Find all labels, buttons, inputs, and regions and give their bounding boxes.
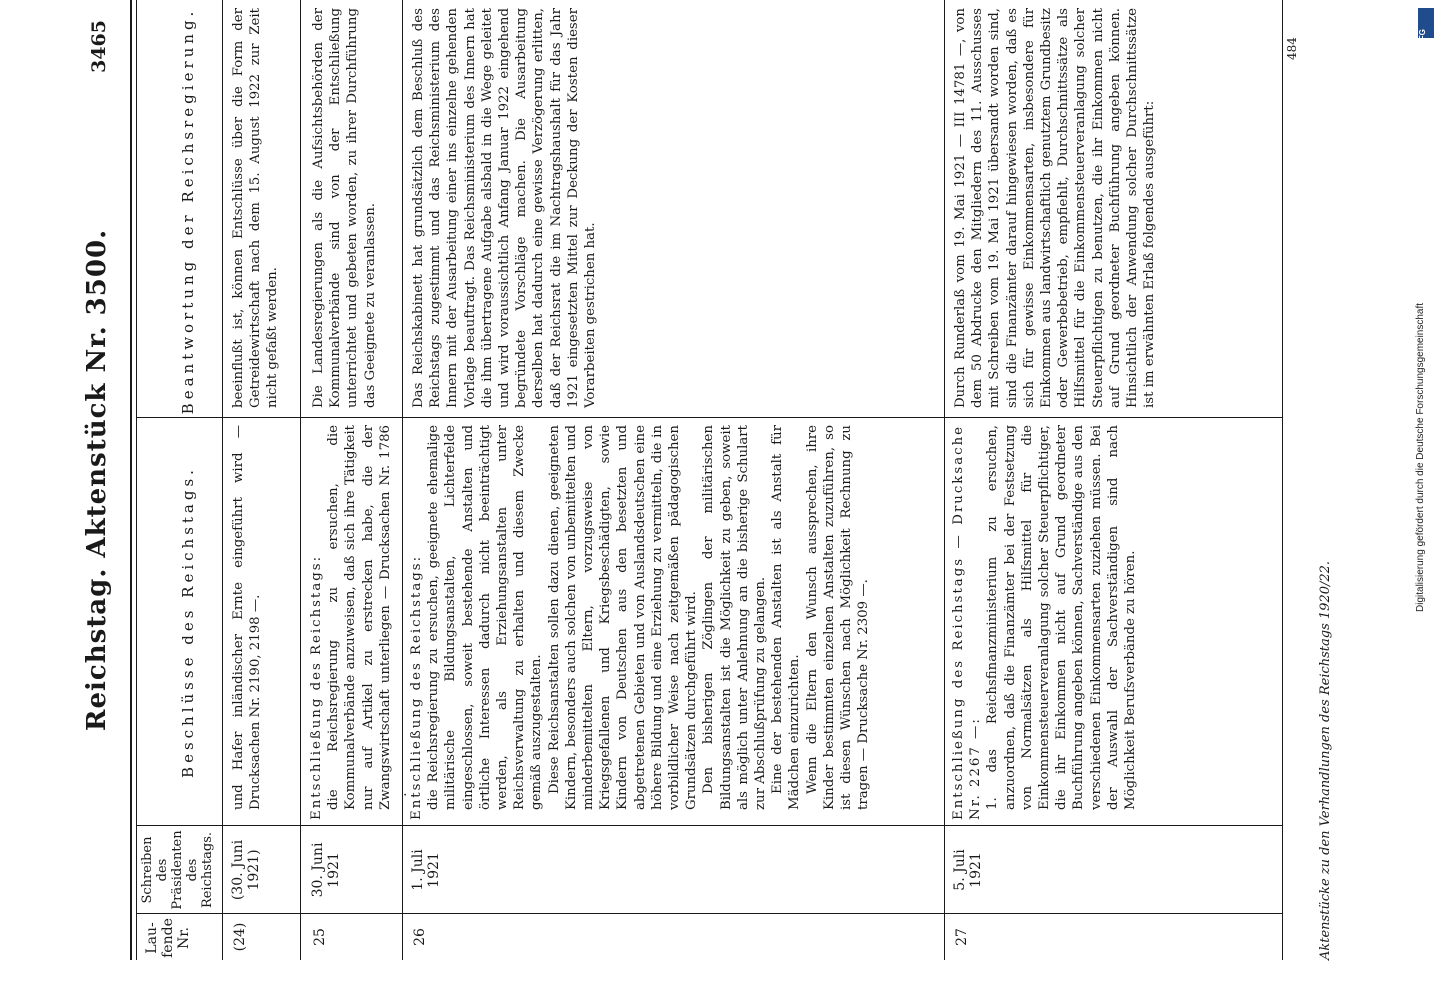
- row-date: 30. Juni 1921: [310, 842, 342, 898]
- beschluss-text: 1. das Reichsfinanzministerium zu ersuchen, anzuordnen, daß die Finanzämter bei der Festsetzung von Normalsätzen als Hilfsmittel für die Einkommensteuerveranlagung solcher Steuerpflichtiger, die ihr Einkommen nicht auf Grund geordneter Buchführung angeben können, Sachverständige aus den verschiedenen Einkommensarten zuziehen müssen. Bei der Auswahl der Sachverständigen sind nach Möglichkeit Berufsverbände zu hören.: [985, 425, 1139, 810]
- column-header-date: Schreiben des Präsidenten des Reichstags.: [140, 830, 215, 910]
- column-header-nr: Lau- fende Nr.: [144, 918, 192, 958]
- row-number: 27: [954, 928, 970, 946]
- beschluss-heading: Entschließung des Reichstags:: [409, 554, 424, 820]
- header-rule-thin: [136, 0, 137, 960]
- header-bottom-line: [222, 0, 223, 960]
- beschluss-cell: [950, 425, 1139, 820]
- table-bottom-line: [1282, 0, 1283, 960]
- dfg-logo-text: DFG: [1418, 29, 1427, 46]
- row-date: 5. Juli 1921: [952, 849, 984, 891]
- beschluss-paragraph: Den bisherigen Zöglingen der militärischen Bildungsanstalten ist die Möglichkeit zu geben, soweit als möglich unter Anlehnung an die bisherige Schulart zur Abschlußprüfung zu gelangen.: [701, 425, 769, 810]
- beschluss-paragraph: Wenn die Eltern den Wunsch aussprechen, ihre Kinder bestimmten einzelnen Anstalten zuzuführen, so ist diesen Wünschen nach Möglichkeit Rechnung zu tragen — Drucksache Nr. 2309 —.: [804, 425, 872, 810]
- row-number: 26: [412, 928, 428, 946]
- row-date: (30. Juni 1921): [230, 839, 262, 901]
- column-header-antwort: Beantwortung der Reichsregierung.: [179, 7, 197, 415]
- row-date: 1. Juli 1921: [410, 849, 442, 891]
- antwort-text: beeinflußt ist, können Entschlüsse über die Form der Getreidewirtschaft nach dem 15. August 1922 zur Zeit nicht gefaßt werden.: [231, 8, 281, 408]
- page-number: 3465: [88, 20, 110, 73]
- beschluss-paragraph: Eine der bestehenden Anstalten ist als Anstalt für Mädchen einzurichten.: [770, 425, 803, 810]
- beschluss-cell: [308, 425, 411, 820]
- row-divider: [944, 0, 945, 960]
- beschluss-text: die Reichsregierung zu ersuchen, die Kommunalverbände anzuweisen, daß sich ihre Tätigkeit nur auf Artikel zu erstrecken habe, die der Zwangswirtschaft unterliegen — Drucksachen Nr. 1786 —.: [326, 425, 411, 810]
- beschluss-cell: [408, 425, 872, 820]
- beschluss-text: und Hafer inländischer Ernte eingeführt wird — Drucksachen Nr. 2190, 2198 —.: [231, 425, 264, 810]
- row-number: 25: [312, 928, 328, 946]
- column-divider: [136, 825, 1282, 826]
- digitization-note: Digitalisierung gefördert durch die Deutsche Forschungsgemeinschaft: [1415, 302, 1426, 612]
- column-divider: [136, 417, 1282, 418]
- rotated-page: [80, 0, 1340, 960]
- page-title: Reichstag. Aktenstück Nr. 3500.: [82, 228, 112, 732]
- column-header-beschluesse: Beschlüsse des Reichstags.: [179, 466, 197, 778]
- header-rule: [130, 0, 132, 960]
- row-divider: [300, 0, 301, 960]
- beschluss-heading: Entschließung des Reichstags — Drucksache Nr. 2267 —:: [951, 425, 984, 820]
- row-number: (24): [232, 922, 248, 952]
- beschluss-paragraph: Diese Reichsanstalten sollen dazu dienen, geeigneten Kindern, besonders auch solchen von unbemittelten und minderbemittelten Eltern, vorzugsweise von Kriegsgefallenen und Kriegsbeschädigten, sowie Kindern von Deutschen aus den besetzten und abgetretenen Gebieten und von Auslandsdeutschen eine höhere Bildung und eine Erziehung zu vermitteln, die in vorbildlicher Weise nach zeitgemäßen pädagogischen Grundsätzen durchgeführt wird.: [546, 425, 700, 810]
- bottom-page-number: 484: [1285, 37, 1299, 60]
- footer-note: Aktenstücke zu den Verhandlungen des Reichstags 1920/22.: [1318, 560, 1333, 960]
- column-divider: [136, 913, 1282, 914]
- beschluss-heading: Entschließung des Reichstags:: [309, 554, 324, 820]
- antwort-text: Die Landesregierungen als die Aufsichtsbehörden der Kommunalverbände sind von der Entschließung unterrichtet und gebeten worden, zu ihrer Durchführung das Geeignete zu veranlassen.: [311, 8, 378, 408]
- antwort-text: Das Reichskabinett hat grundsätzlich dem Beschluß des Reichstags zugestimmt und das Reichsministerium des Innern mit der Ausarbeitung einer ins einzelne gehenden Vorlage beauftragt. Das Reichsministerium des Innern hat die ihm übertragene Aufgabe alsbald in die Wege geleitet und wird voraussichtlich Anfang Januar 1922 eingehend begründete Vorschläge machen. Die Ausarbeitung derselben hat dadurch eine gewisse Verzögerung erlitten, daß der Reichsrat die im Nachtragshaushalt für das Jahr 1921 eingesetzten Mittel zur Deckung der Kosten dieser Vorarbeiten gestrichen hat.: [411, 8, 599, 408]
- beschluss-paragraph: die Reichsregierung zu ersuchen, geeignete ehemalige militärische Bildungsanstalten, Lichterfelde eingeschlossen, soweit bestehende Anstalten und örtliche Interessen dadurch nicht beeinträchtigt werden, als Erziehungsanstalten unter Reichsverwaltung zu erhalten und diesem Zwecke gemäß auszugestalten.: [426, 425, 545, 810]
- antwort-text: Durch Runderlaß vom 19. Mai 1921 — III 14781 —, von dem 50 Abdrucke den Mitgliedern des 11. Ausschusses mit Schreiben vom 19. Mai 1921 übersandt worden sind, sind die Finanzämter darauf hingewiesen worden, daß es sich für gewisse Einkommensarten, insbesondere für Einkommen aus landwirtschaftlich genutztem Grundbesitz oder Gewerbebetrieb, empfiehlt, Durchschnittssätze als Hilfsmittel für die Einkommensteuerveranlagung solcher Steuerpflichtigen zu benutzen, die ihr Einkommen nicht auf Grund geordneter Buchführung angeben können. Hinsichtlich der Anwendung solcher Durchschnittssätze ist im erwähnten Erlaß folgendes ausgeführt:: [953, 8, 1158, 408]
